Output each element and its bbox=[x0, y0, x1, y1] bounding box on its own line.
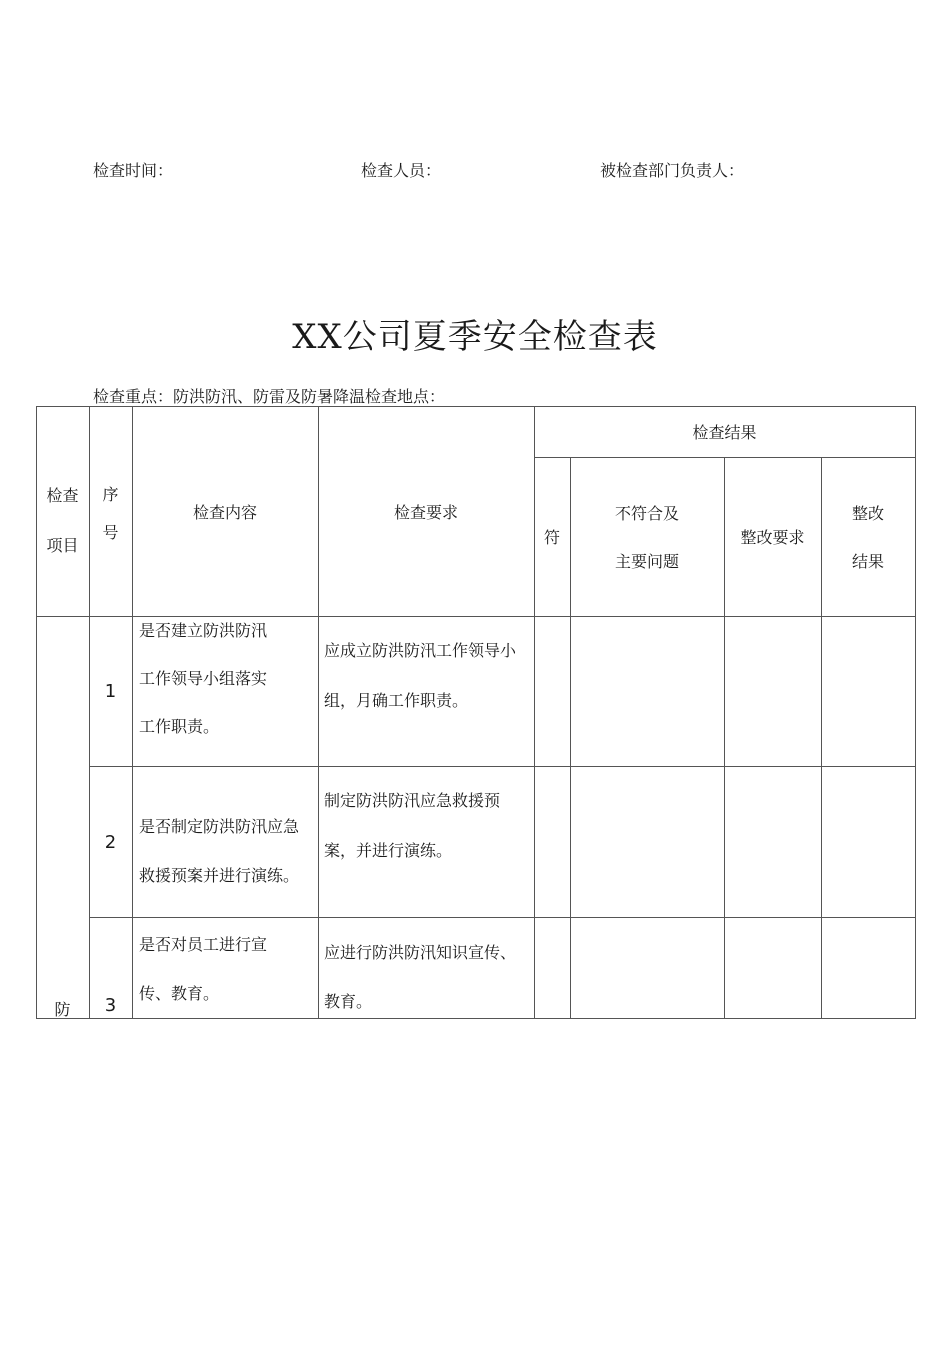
col-header-rectify-requirement: 整改要求 bbox=[740, 528, 805, 547]
row-2-content-1: 是否制定防洪防汛应急 bbox=[139, 817, 300, 836]
row-1-requirement-2: 组，月确工作职责。 bbox=[324, 691, 469, 710]
inspection-time-label: 检查时间： bbox=[93, 161, 174, 180]
category-label: 防 bbox=[54, 1000, 71, 1019]
col-header-rectify-result-2: 结果 bbox=[851, 552, 884, 571]
col-header-seq-1: 序 bbox=[102, 485, 119, 504]
row-3-content-2: 传、教育。 bbox=[139, 984, 220, 1003]
col-header-seq-2: 号 bbox=[102, 523, 119, 542]
row-1-requirement-1: 应成立防洪防汛工作领导小 bbox=[324, 641, 517, 660]
row-1-content-3: 工作职责。 bbox=[139, 717, 220, 736]
col-header-conform: 符 bbox=[543, 528, 560, 547]
inspector-label: 检查人员： bbox=[361, 161, 442, 180]
col-header-nonconform-1: 不符合及 bbox=[614, 504, 679, 523]
row-2-requirement-1: 制定防洪防汛应急救援预 bbox=[324, 791, 501, 810]
row-2-content-2: 救援预案并进行演练。 bbox=[139, 866, 300, 885]
row-1-content-1: 是否建立防洪防汛 bbox=[139, 621, 268, 640]
col-header-requirement: 检查要求 bbox=[393, 503, 458, 522]
page-title: XX公司夏季安全检查表 bbox=[292, 317, 658, 357]
row-3-requirement-2: 教育。 bbox=[324, 992, 373, 1011]
row-1-content-2: 工作领导小组落实 bbox=[139, 669, 268, 688]
row-2-requirement-2: 案，并进行演练。 bbox=[324, 841, 453, 860]
col-header-result: 检查结果 bbox=[692, 423, 757, 442]
row-3-content-1: 是否对员工进行宣 bbox=[139, 935, 268, 954]
department-head-label: 被检查部门负责人： bbox=[600, 161, 745, 180]
row-3-requirement-1: 应进行防洪防汛知识宣传、 bbox=[324, 943, 517, 962]
row-3-number: 3 bbox=[104, 995, 117, 1016]
col-header-content: 检查内容 bbox=[192, 503, 257, 522]
row-1-number: 1 bbox=[104, 681, 117, 702]
col-header-rectify-result-1: 整改 bbox=[851, 504, 884, 523]
col-header-item-2: 项目 bbox=[46, 536, 79, 555]
col-header-item-1: 检查 bbox=[46, 486, 79, 505]
inspection-focus: 检查重点：防洪防汛、防雷及防暑降温检查地点： bbox=[93, 387, 446, 406]
col-header-nonconform-2: 主要问题 bbox=[614, 552, 679, 571]
row-2-number: 2 bbox=[104, 832, 117, 853]
